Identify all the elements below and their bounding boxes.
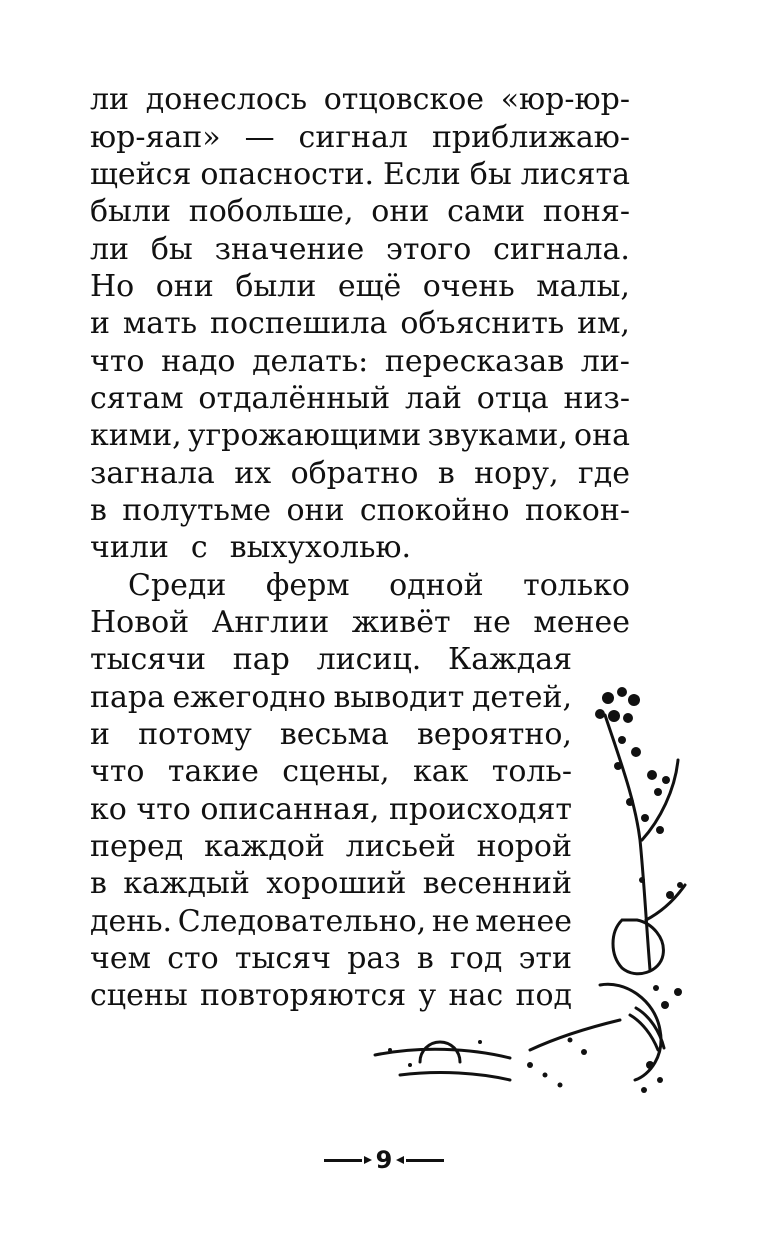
text-word: сцены <box>90 978 188 1013</box>
text-word: Англии <box>211 605 330 640</box>
text-word: полутьме <box>122 493 272 528</box>
text-word: опасности. <box>200 157 375 192</box>
text-word: в <box>437 456 455 491</box>
page-footer <box>0 1140 768 1180</box>
text-word: год <box>450 941 503 976</box>
text-word: в <box>416 941 434 976</box>
text-word: делать: <box>252 344 369 379</box>
text-word: она <box>574 418 630 453</box>
text-word: вероятно, <box>416 717 572 752</box>
text-word: малы, <box>536 269 630 304</box>
text-word: где <box>578 456 630 491</box>
text-word: день. <box>90 904 173 939</box>
text-word: значение <box>214 232 365 267</box>
text-word: пара <box>90 680 165 715</box>
text-word: бы <box>469 157 512 192</box>
footer-left-ornament <box>324 1159 362 1162</box>
page-number: 9 <box>375 1146 393 1174</box>
footer-right-ornament <box>406 1159 444 1162</box>
text-word: были <box>235 269 317 304</box>
text-word: лисьей <box>345 829 456 864</box>
text-word: поспешила <box>209 306 388 341</box>
text-word: нас <box>448 978 504 1013</box>
text-word: надо <box>161 344 236 379</box>
text-word: ли <box>90 82 130 117</box>
text-word: угрожающими <box>187 418 422 453</box>
text-word: не <box>473 605 511 640</box>
text-word: спокойно <box>359 493 510 528</box>
text-word: выхухолью. <box>229 530 412 565</box>
text-word: лисиц. <box>316 642 422 677</box>
text-word: перед <box>90 829 184 864</box>
text-word: и <box>90 717 110 752</box>
text-word: бы <box>150 232 193 267</box>
text-word: с <box>190 530 208 565</box>
text-line <box>90 304 630 344</box>
text-word: Если <box>383 157 461 192</box>
text-word: и <box>90 306 110 341</box>
text-word: хороший <box>266 866 407 901</box>
text-word: в <box>90 493 107 528</box>
text-word: отца <box>476 381 549 416</box>
text-line <box>90 379 630 419</box>
text-word: побольше, <box>188 194 354 229</box>
text-word: весьма <box>279 717 389 752</box>
text-line <box>90 118 630 158</box>
text-word: ежегодно <box>172 680 326 715</box>
text-word: под <box>515 978 572 1013</box>
text-word: у <box>418 978 437 1013</box>
text-line <box>90 267 630 307</box>
text-word: кими, <box>90 418 182 453</box>
text-word: менее <box>475 904 572 939</box>
text-line <box>90 603 630 643</box>
text-word: приближаю- <box>431 120 630 155</box>
text-word: в <box>90 866 107 901</box>
text-word: Каждая <box>448 642 572 677</box>
text-word: они <box>371 194 430 229</box>
text-word: раз <box>347 941 401 976</box>
text-line <box>90 342 630 382</box>
text-word: были <box>90 194 171 229</box>
text-word: они <box>155 269 214 304</box>
text-line <box>90 230 630 270</box>
text-word: сто <box>167 941 219 976</box>
text-word: они <box>286 493 345 528</box>
text-word: каждой <box>204 829 325 864</box>
text-word: звуками, <box>427 418 568 453</box>
text-word: Среди <box>128 568 227 603</box>
text-line <box>128 566 630 606</box>
text-word: обратно <box>290 456 419 491</box>
text-word: Но <box>90 269 135 304</box>
text-line <box>90 528 411 568</box>
text-word: как <box>412 754 469 789</box>
text-line <box>90 155 630 195</box>
flower-sunset-illustration <box>360 670 700 1100</box>
text-word: донеслось <box>145 82 308 117</box>
text-word: чили <box>90 530 169 565</box>
text-word: Новой <box>90 605 190 640</box>
text-word: тысячи <box>90 642 207 677</box>
text-word: одной <box>389 568 484 603</box>
text-word: лай <box>404 381 462 416</box>
text-word: поня- <box>542 194 630 229</box>
text-word: каждый <box>123 866 250 901</box>
text-word: низ- <box>563 381 630 416</box>
text-word: — <box>244 120 275 155</box>
text-word: менее <box>533 605 630 640</box>
text-word: сами <box>447 194 526 229</box>
text-word: тысяч <box>234 941 331 976</box>
text-word: отдалённый <box>198 381 391 416</box>
text-line <box>90 192 630 232</box>
text-word: что <box>136 792 191 827</box>
text-word: выводит <box>333 680 465 715</box>
text-word: норой <box>476 829 572 864</box>
text-word: весенний <box>422 866 572 901</box>
text-line <box>90 454 630 494</box>
text-word: такие <box>167 754 259 789</box>
text-word: этого <box>386 232 472 267</box>
text-word: щейся <box>90 157 192 192</box>
text-word: не <box>431 904 470 939</box>
text-word: Следовательно, <box>177 904 427 939</box>
text-word: нору, <box>474 456 559 491</box>
text-word: происходят <box>388 792 572 827</box>
text-word: сигнал <box>298 120 408 155</box>
text-word: их <box>234 456 272 491</box>
text-word: детей, <box>471 680 572 715</box>
text-word: сятам <box>90 381 184 416</box>
text-word: им, <box>577 306 630 341</box>
text-word: ферм <box>265 568 350 603</box>
text-word: мать <box>122 306 198 341</box>
text-line <box>90 491 630 531</box>
text-word: потому <box>138 717 252 752</box>
text-word: объяснить <box>400 306 565 341</box>
text-word: ли- <box>580 344 630 379</box>
text-word: сигнала. <box>493 232 630 267</box>
text-word: ли <box>90 232 130 267</box>
text-line <box>90 416 630 456</box>
text-word: эти <box>518 941 572 976</box>
text-word: пересказав <box>384 344 565 379</box>
text-line <box>90 80 630 120</box>
text-word: описанная, <box>200 792 380 827</box>
text-word: отцовское <box>323 82 485 117</box>
text-word: чем <box>90 941 151 976</box>
text-word: сцены, <box>282 754 390 789</box>
text-word: «юр-юр- <box>500 82 630 117</box>
text-word: ко <box>90 792 127 827</box>
text-word: повторяются <box>200 978 407 1013</box>
text-word: пар <box>232 642 290 677</box>
text-word: загнала <box>90 456 215 491</box>
text-word: покон- <box>524 493 630 528</box>
text-word: лисята <box>520 157 630 192</box>
text-word: что <box>90 344 145 379</box>
text-word: юр-яап» <box>90 120 221 155</box>
text-word: очень <box>422 269 515 304</box>
text-word: только <box>523 568 630 603</box>
text-word: что <box>90 754 145 789</box>
text-word: толь- <box>491 754 572 789</box>
text-word: живёт <box>351 605 451 640</box>
text-word: ещё <box>337 269 402 304</box>
